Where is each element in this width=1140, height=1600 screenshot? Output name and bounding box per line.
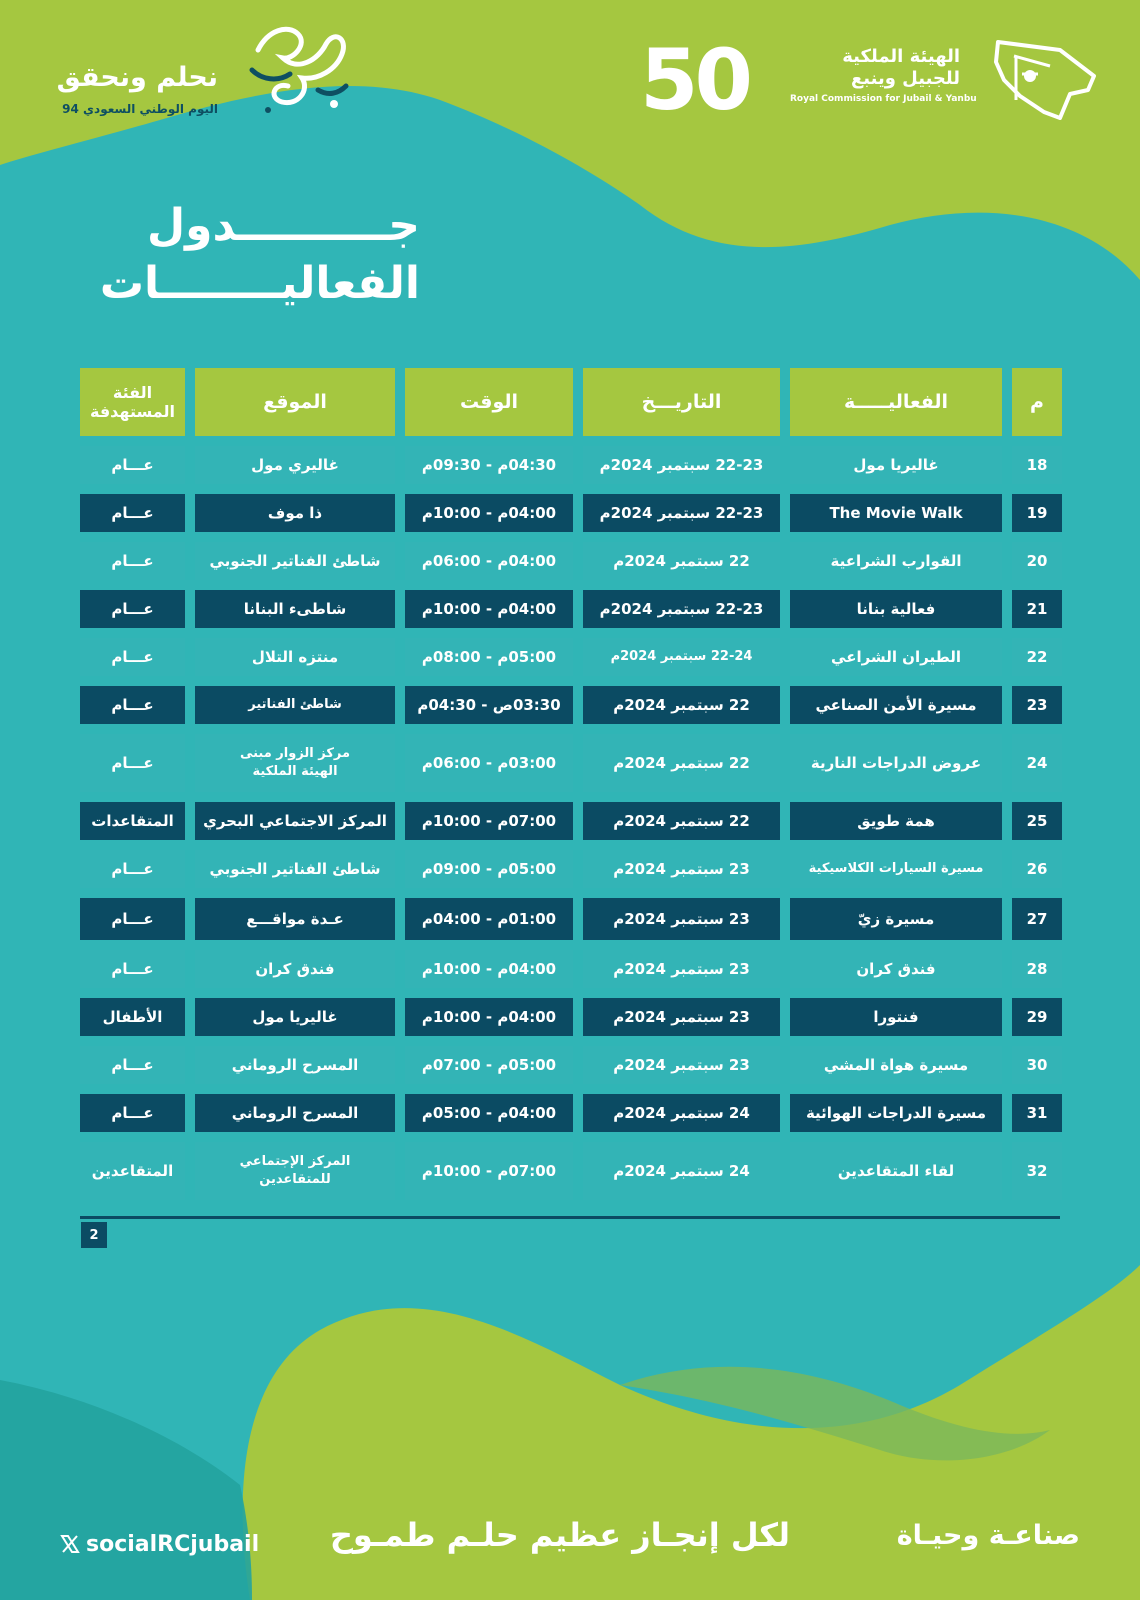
row-date: 23 سبتمبر 2024م xyxy=(583,850,780,888)
row-event: لقاء المتقاعدين xyxy=(790,1142,1002,1200)
row-number: 24 xyxy=(1012,734,1062,792)
row-location: غاليري مول xyxy=(195,446,395,484)
row-audience: عـــام xyxy=(80,950,185,988)
royal-commission-logo xyxy=(640,31,1100,129)
row-time: 04:00م - 10:00م xyxy=(405,494,573,532)
table-row xyxy=(80,898,1062,940)
row-time: 07:00م - 10:00م xyxy=(405,1142,573,1200)
row-number: 28 xyxy=(1012,950,1062,988)
row-number: 31 xyxy=(1012,1094,1062,1132)
table-row xyxy=(80,1094,1062,1132)
table-row xyxy=(80,1046,1062,1084)
rc-name xyxy=(790,46,977,104)
table-row xyxy=(80,734,1062,792)
table-row xyxy=(80,802,1062,840)
row-location: شاطىء البنانا xyxy=(195,590,395,628)
row-date xyxy=(583,638,780,676)
row-time: 04:00م - 05:00م xyxy=(405,1094,573,1132)
row-location: المسرح الروماني xyxy=(195,1046,395,1084)
row-location xyxy=(195,686,395,724)
row-number: 30 xyxy=(1012,1046,1062,1084)
row-location: فندق كران xyxy=(195,950,395,988)
row-location xyxy=(195,1142,395,1200)
row-time: 04:00م - 10:00م xyxy=(405,590,573,628)
row-time: 01:00م - 04:00م xyxy=(405,898,573,940)
row-audience: عـــام xyxy=(80,1094,185,1132)
page-title-line1: جــــــــــدول xyxy=(146,200,420,251)
row-date: 22-23 سبتمبر 2024م xyxy=(583,446,780,484)
row-time: 04:00م - 10:00م xyxy=(405,950,573,988)
row-time: 03:30ص - 04:30م xyxy=(405,686,573,724)
row-event-text: مسيرة السيارات الكلاسيكية xyxy=(808,861,984,876)
row-time: 03:00م - 06:00م xyxy=(405,734,573,792)
row-audience: الأطفال xyxy=(80,998,185,1036)
row-event: مسيرة هواة المشي xyxy=(790,1046,1002,1084)
anniversary-50: 50 xyxy=(640,31,749,129)
table-row xyxy=(80,686,1062,724)
row-location-text: المركز الإجتماعي للمتقاعدين xyxy=(239,1154,351,1187)
row-number: 23 xyxy=(1012,686,1062,724)
row-audience: عـــام xyxy=(80,590,185,628)
header-date: التاريـــخ xyxy=(583,368,780,436)
row-location: غاليريا مول xyxy=(195,998,395,1036)
header-location: الموقع xyxy=(195,368,395,436)
row-date: 23 سبتمبر 2024م xyxy=(583,898,780,940)
row-event: مسيرة الدراجات الهوائية xyxy=(790,1094,1002,1132)
page-title-line2: الفعاليــــــــات xyxy=(99,258,420,309)
table-row xyxy=(80,446,1062,484)
row-location: شاطئ الفناتير الجنوبي xyxy=(195,542,395,580)
row-date: 22-23 سبتمبر 2024م xyxy=(583,494,780,532)
saudi-emblem-icon xyxy=(990,38,1100,120)
row-event: فنتورا xyxy=(790,998,1002,1036)
row-event: مسيرة الأمن الصناعي xyxy=(790,686,1002,724)
national-day-title: نحلم ونحقق xyxy=(56,62,218,93)
row-date: 22 سبتمبر 2024م xyxy=(583,802,780,840)
row-date: 24 سبتمبر 2024م xyxy=(583,1094,780,1132)
row-event: الطيران الشراعي xyxy=(790,638,1002,676)
row-audience: عـــام xyxy=(80,446,185,484)
row-time: 05:00م - 07:00م xyxy=(405,1046,573,1084)
national-day-calligraphy-icon xyxy=(238,20,358,120)
header-event: الفعاليـــــة xyxy=(790,368,1002,436)
table-row xyxy=(80,542,1062,580)
row-audience: عـــام xyxy=(80,686,185,724)
x-icon xyxy=(60,1534,80,1554)
page-number: 2 xyxy=(81,1222,107,1248)
row-number: 26 xyxy=(1012,850,1062,888)
table-row xyxy=(80,590,1062,628)
row-time: 04:00م - 10:00م xyxy=(405,998,573,1036)
row-date: 23 سبتمبر 2024م xyxy=(583,950,780,988)
row-audience: عـــام xyxy=(80,494,185,532)
row-event: غاليريا مول xyxy=(790,446,1002,484)
row-date: 22 سبتمبر 2024م xyxy=(583,686,780,724)
row-audience: عـــام xyxy=(80,638,185,676)
table-row xyxy=(80,850,1062,888)
row-audience: المتقاعدات xyxy=(80,802,185,840)
row-audience: عـــام xyxy=(80,734,185,792)
rc-name-ar-line2: للجبيل وينبع xyxy=(850,68,960,89)
row-number: 21 xyxy=(1012,590,1062,628)
social-handle-text: socialRCjubail xyxy=(86,1531,260,1557)
row-time: 07:00م - 10:00م xyxy=(405,802,573,840)
rc-name-ar-line1: الهيئة الملكية xyxy=(842,46,960,67)
row-location: منتزه التلال xyxy=(195,638,395,676)
row-date: 22-23 سبتمبر 2024م xyxy=(583,590,780,628)
row-event: عروض الدراجات النارية xyxy=(790,734,1002,792)
row-date: 22 سبتمبر 2024م xyxy=(583,734,780,792)
row-location: شاطئ الفناتير الجنوبي xyxy=(195,850,395,888)
row-event xyxy=(790,850,1002,888)
row-number: 20 xyxy=(1012,542,1062,580)
social-handle-link[interactable] xyxy=(60,1528,259,1560)
row-event: همة طويق xyxy=(790,802,1002,840)
row-date: 24 سبتمبر 2024م xyxy=(583,1142,780,1200)
table-row xyxy=(80,1142,1062,1200)
row-location: ذا موف xyxy=(195,494,395,532)
row-time: 04:00م - 06:00م xyxy=(405,542,573,580)
row-number: 25 xyxy=(1012,802,1062,840)
row-number: 19 xyxy=(1012,494,1062,532)
row-number: 32 xyxy=(1012,1142,1062,1200)
row-date: 23 سبتمبر 2024م xyxy=(583,1046,780,1084)
row-event: مسيرة زيّ xyxy=(790,898,1002,940)
row-location-text: مركز الزوار مبنى الهيئة الملكية xyxy=(239,746,351,779)
rc-name-en: Royal Commission for Jubail & Yanbu xyxy=(790,94,977,104)
row-date: 23 سبتمبر 2024م xyxy=(583,998,780,1036)
row-location: المركز الاجتماعي البحري xyxy=(195,802,395,840)
national-day-logo xyxy=(48,14,348,124)
row-event: فعالية بنانا xyxy=(790,590,1002,628)
footer-tagline: صناعـة وحيـاة xyxy=(896,1520,1080,1551)
row-audience: عـــام xyxy=(80,1046,185,1084)
table-row xyxy=(80,950,1062,988)
row-date-text: 22-24 سبتمبر 2024م xyxy=(610,649,753,664)
row-event: فندق كران xyxy=(790,950,1002,988)
row-location-text: شاطئ الفناتير xyxy=(248,697,342,712)
row-audience: المتقاعدين xyxy=(80,1142,185,1200)
events-table xyxy=(80,368,1062,1200)
row-location xyxy=(195,734,395,792)
table-bottom-rule xyxy=(80,1216,1060,1219)
header-time: الوقت xyxy=(405,368,573,436)
row-time: 04:30م - 09:30م xyxy=(405,446,573,484)
row-number: 27 xyxy=(1012,898,1062,940)
row-event: القوارب الشراعية xyxy=(790,542,1002,580)
row-date: 22 سبتمبر 2024م xyxy=(583,542,780,580)
header-number: م xyxy=(1012,368,1062,436)
row-time: 05:00م - 09:00م xyxy=(405,850,573,888)
row-audience: عـــام xyxy=(80,898,185,940)
row-event: The Movie Walk xyxy=(790,494,1002,532)
row-number: 29 xyxy=(1012,998,1062,1036)
row-number: 18 xyxy=(1012,446,1062,484)
row-audience: عـــام xyxy=(80,542,185,580)
row-location: المسرح الروماني xyxy=(195,1094,395,1132)
table-header-row xyxy=(80,368,1062,436)
table-row xyxy=(80,638,1062,676)
row-time: 05:00م - 08:00م xyxy=(405,638,573,676)
header-audience: الفئة المستهدفة xyxy=(80,368,185,436)
row-audience: عـــام xyxy=(80,850,185,888)
table-row xyxy=(80,494,1062,532)
footer-slogan: لكل إنجـاز عظيم حلـم طمـوح xyxy=(329,1516,790,1554)
row-location: عـدة مواقـــع xyxy=(195,898,395,940)
row-number: 22 xyxy=(1012,638,1062,676)
national-day-subtitle: اليوم الوطني السعودي 94 xyxy=(62,102,218,116)
table-row xyxy=(80,998,1062,1036)
